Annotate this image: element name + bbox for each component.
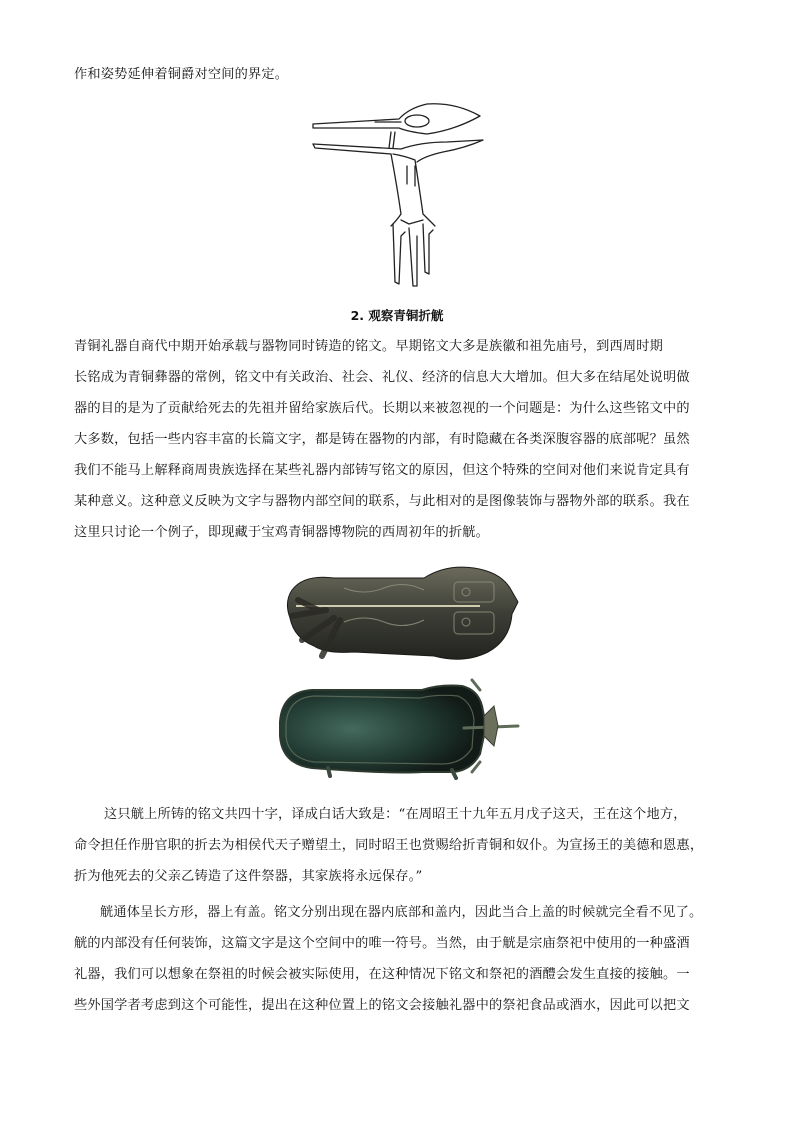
text-line: 我们不能马上解释商周贵族选择在某些礼器内部铸写铭文的原因，但这个特殊的空间对他们来说肯定具有: [74, 463, 690, 478]
text-line: 命令担任作册官职的折去为相侯代天子赠望土，同时昭王也赏赐给折青铜和奴仆。为宣扬王的美德和恩惠，: [74, 838, 704, 853]
text-line: 器的目的是为了贡献给死去的先祖并留给家族后代。长期以来被忽视的一个问题是：为什么这些铭文中的: [74, 401, 690, 416]
section-heading: 2. 观察青铜折觥: [350, 308, 444, 323]
text-line: 某种意义。这种意义反映为文字与器物内部空间的联系，与此相对的是图像装饰与器物外部的联系。我在: [74, 494, 690, 509]
text-line: 觥的内部没有任何装饰，这篇文字是这个空间中的唯一符号。当然，由于觥是宗庙祭祀中使用的一种盛酒: [74, 936, 690, 951]
text-line: 大多数，包括一些内容丰富的长篇文字，都是铸在器物的内部，有时隐藏在各类深腹容器的底部呢？虽然: [74, 432, 690, 447]
text-line: 礼器，我们可以想象在祭祖的时候会被实际使用，在这种情况下铭文和祭祀的酒醴会发生直接的接触。一: [74, 967, 690, 982]
text-line: 这只觥上所铸的铭文共四十字，译成白话大致是：“在周昭王十九年五月戊子这天，王在这个地方，: [104, 807, 687, 822]
text-line: 些外国学者考虑到这个可能性，提出在这种位置上的铭文会接触礼器中的祭祀食品或酒水，因此可以把文: [74, 998, 690, 1013]
jue-line-drawing: [305, 96, 495, 292]
text-line: 这里只讨论一个例子，即现藏于宝鸡青铜器博物院的西周初年的折觥。: [74, 525, 490, 540]
text-line: 青铜礼器自商代中期开始承载与器物同时铸造的铭文。早期铭文大多是族徽和祖先庙号，到西周时期: [74, 339, 664, 354]
gong-interior-photo: [272, 676, 526, 780]
text-line: 折为他死去的父亲乙铸造了这件祭器，其家族将永远保存。”: [74, 869, 423, 884]
text-line: 觥通体呈长方形，器上有盖。铭文分别出现在器内底部和盖内，因此当合上盖的时候就完全看不见了。: [100, 905, 703, 920]
text-line: 长铭成为青铜彝器的常例，铭文中有关政治、社会、礼仪、经济的信息大大增加。但大多在结尾处说明做: [74, 370, 690, 385]
gong-lid-photo: [274, 560, 524, 670]
text-line: 作和姿势延伸着铜爵对空间的界定。: [74, 67, 289, 82]
